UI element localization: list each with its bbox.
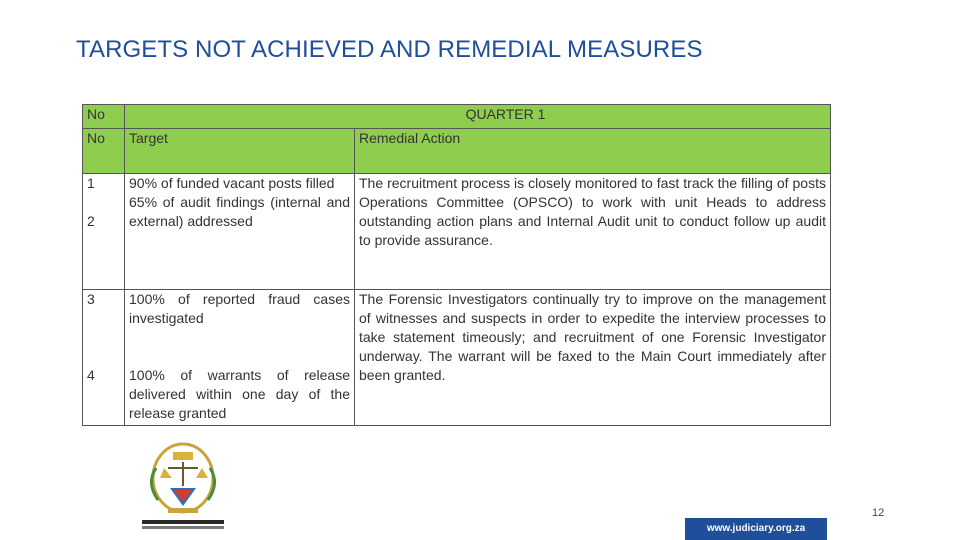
subheader-no-cell: No [83,129,125,174]
subheader-action-cell: Remedial Action [355,129,831,174]
row-number: 4 [87,367,95,383]
remedial-measures-table [82,104,831,426]
row-number: 1 [87,175,95,191]
header-quarter-cell: QUARTER 1 [125,105,831,129]
row-number: 3 [87,291,95,307]
target-text: 100% of reported fraud cases investigated [129,291,350,326]
target-text: 90% of funded vacant posts filled [129,175,335,191]
page-number: 12 [872,507,885,519]
judiciary-emblem-logo [138,438,228,538]
target-cell [125,290,355,426]
target-text: 65% of audit findings (internal and external) addressed [129,194,350,229]
subheader-target-cell: Target [125,129,355,174]
row-number-cell [83,174,125,290]
remedial-action-cell: The Forensic Investigators continually try to improve on the management of witnesses and suspects in order to expedite the interview processes to take statement timeously; and recruitment of one Forensic Investigator underway. The warrant will be faxed to the Main Court immediately after been granted. [355,290,831,426]
target-text: 100% of warrants of release delivered within one day of the release granted [129,367,350,421]
row-number: 2 [87,213,95,229]
header-no-cell: No [83,105,125,129]
table-row [83,290,831,426]
table-row [83,174,831,290]
table-header-row [83,105,831,129]
website-badge[interactable]: www.judiciary.org.za [685,518,827,540]
page-title: TARGETS NOT ACHIEVED AND REMEDIAL MEASURES [76,36,703,63]
row-number-cell [83,290,125,426]
remedial-action-cell: The recruitment process is closely monitored to fast track the filling of posts Operations Committee (OPSCO) to work with unit Heads to address outstanding action plans and Internal Audit unit to conduct follow up audit to provide assurance. [355,174,831,290]
target-cell [125,174,355,290]
table-subheader-row [83,129,831,174]
